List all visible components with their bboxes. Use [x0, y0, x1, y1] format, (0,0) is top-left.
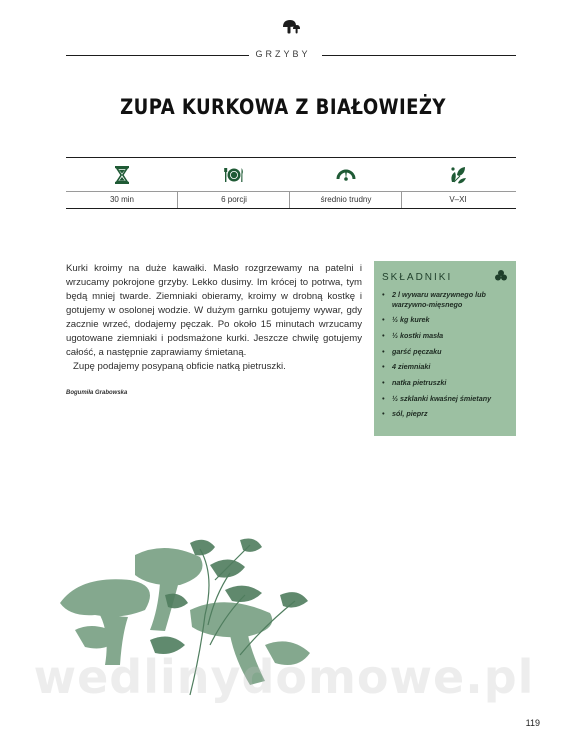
- info-portions: [178, 157, 290, 208]
- ingredients-list: [382, 290, 512, 425]
- recipe-info-bar: [66, 157, 516, 208]
- page-number: 119: [525, 718, 540, 728]
- info-portions-label: 6 porcji: [221, 195, 247, 204]
- difficulty-gauge-icon: [336, 165, 356, 185]
- plate-cutlery-icon: [224, 165, 244, 185]
- watermark: wedlinydomowe.pl: [33, 650, 535, 704]
- list-item: • natka pietruszki: [382, 378, 512, 388]
- section-label: GRZYBY: [0, 49, 566, 59]
- list-item: • sól, pieprz: [382, 409, 512, 419]
- info-season: [402, 157, 514, 208]
- hourglass-icon: [112, 165, 132, 185]
- list-item: • ½ kostki masła: [382, 331, 512, 341]
- recipe-instructions: [66, 262, 362, 374]
- recipe-author: Bogumiła Grabowska: [66, 390, 128, 396]
- info-difficulty-label: średnio trudny: [320, 195, 372, 204]
- info-season-label: V–XI: [449, 195, 467, 204]
- ingredients-box: [374, 261, 516, 436]
- recipe-title: ZUPA KURKOWA Z BIAŁOWIEŻY: [120, 95, 446, 119]
- list-item: • ½ kg kurek: [382, 315, 512, 325]
- instructions-paragraph: Kurki kroimy na duże kawałki. Masło rozgrzewamy na patelni i wrzucamy pokrojone grzyby. Lekko dusimy. Im krócej to potrwa, tym będą mniej twarde. Ziemniaki obieramy, kroimy w drobną kostkę i gotujemy w osolonej wodzie. W dużym garnku gotujemy wywar, gdy zacznie wrzeć, dodajemy pęczak. Po około 15 minutach wrzucamy ugotowane ziemniaki i podsmażone kurki. Jeszcze chwilę gotujemy całość, a następnie zaprawiamy śmietaną.: [66, 263, 362, 358]
- leaves-season-icon: [448, 165, 468, 185]
- list-item: • garść pęczaku: [382, 347, 512, 357]
- list-item: • ½ szklanki kwaśnej śmietany: [382, 394, 512, 404]
- clover-icon: [494, 269, 508, 283]
- list-item: • 4 ziemniaki: [382, 362, 512, 372]
- serving-paragraph: Zupę podajemy posypaną obficie natką pietruszki.: [73, 361, 286, 372]
- info-time: [66, 157, 178, 208]
- ingredients-title: SKŁADNIKI: [382, 272, 453, 283]
- info-difficulty: [290, 157, 402, 208]
- info-time-label: 30 min: [109, 195, 134, 204]
- list-item: • 2 l wywaru warzywnego lub warzywno-mięsnego: [382, 290, 512, 309]
- mushroom-icon: [281, 18, 301, 36]
